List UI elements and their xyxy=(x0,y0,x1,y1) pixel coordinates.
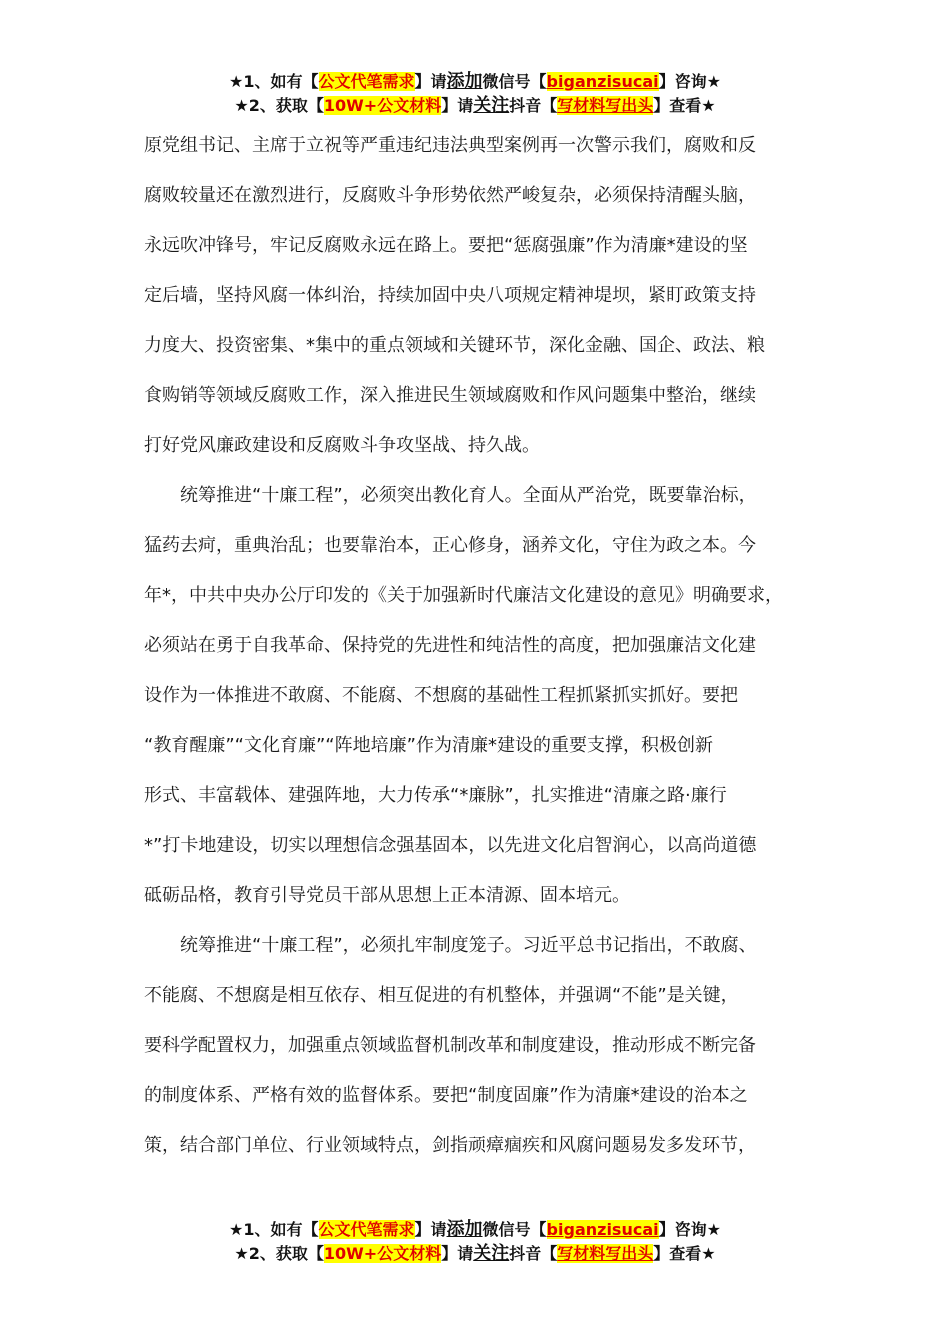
body-line: 原党组书记、主席于立祝等严重违纪违法典型案例再一次警示我们，腐败和反 xyxy=(144,135,756,156)
douyin-account-link[interactable]: 写材料写出头 xyxy=(557,1244,654,1263)
footer-banner xyxy=(0,1218,950,1266)
body-line: 砥砺品格，教育引导党员干部从思想上正本清源、固本培元。 xyxy=(144,885,630,906)
body-line: 形式、丰富载体、建强阵地，大力传承“*廉脉”，扎实推进“清廉之路·廉行 xyxy=(144,785,727,806)
materials-highlight: 10W+公文材料 xyxy=(323,1244,442,1263)
document-body xyxy=(144,121,824,1171)
footer-line-2 xyxy=(0,1242,950,1266)
body-line: 打好党风廉政建设和反腐败斗争攻坚战、持久战。 xyxy=(144,435,540,456)
body-line: 定后墙，坚持风腐一体纠治，持续加固中央八项规定精神堤坝，紧盯政策支持 xyxy=(144,285,756,306)
footer-line-2-text-2: 抖音【 xyxy=(509,1244,558,1263)
header-line-2 xyxy=(0,94,950,118)
body-line: 不能腐、不想腐是相互依存、相互促进的有机整体，并强调“不能”是关键， xyxy=(144,985,739,1006)
body-line: 统筹推进“十廉工程”，必须扎牢制度笼子。习近平总书记指出，不敢腐、 xyxy=(144,935,757,956)
body-line: 设作为一体推进不敢腐、不能腐、不想腐的基础性工程抓紧抓实抓好。要把 xyxy=(144,685,738,706)
add-emphasis: 添加 xyxy=(446,1219,483,1240)
footer-line-2-suffix: 】查看★ xyxy=(653,1244,716,1263)
body-line: “教育醒廉”“文化育廉”“阵地培廉”作为清廉*建设的重要支撑，积极创新 xyxy=(144,735,713,756)
header-line-2-suffix: 】查看★ xyxy=(653,96,716,115)
header-line-1-prefix: ★1、如有【 xyxy=(229,72,319,91)
body-line: 必须站在勇于自我革命、保持党的先进性和纯洁性的高度，把加强廉洁文化建 xyxy=(144,635,756,656)
body-line: 猛药去疴，重典治乱；也要靠治本，正心修身，涵养文化，守住为政之本。今 xyxy=(144,535,756,556)
header-banner xyxy=(0,70,950,118)
body-line: 食购销等领域反腐败工作，深入推进民生领域腐败和作风问题集中整治，继续 xyxy=(144,385,756,406)
body-line: *”打卡地建设，切实以理想信念强基固本，以先进文化启智润心，以高尚道德 xyxy=(144,835,757,856)
footer-line-1-prefix: ★1、如有【 xyxy=(229,1220,319,1239)
body-line: 统筹推进“十廉工程”，必须突出教化育人。全面从严治党，既要靠治标， xyxy=(144,485,757,506)
add-emphasis: 添加 xyxy=(446,71,483,92)
footer-line-2-text: 】请 xyxy=(441,1244,474,1263)
wechat-id-link[interactable]: biganzisucai xyxy=(546,1220,659,1239)
footer-line-1-text-2: 微信号【 xyxy=(482,1220,547,1239)
materials-highlight: 10W+公文材料 xyxy=(323,96,442,115)
body-line: 腐败较量还在激烈进行，反腐败斗争形势依然严峻复杂，必须保持清醒头脑， xyxy=(144,185,756,206)
body-line: 年*，中共中央办公厅印发的《关于加强新时代廉洁文化建设的意见》明确要求， xyxy=(144,585,783,606)
service-highlight: 公文代笔需求 xyxy=(318,1220,415,1239)
footer-line-1-text: 】请 xyxy=(414,1220,447,1239)
header-line-1-text: 】请 xyxy=(414,72,447,91)
header-line-2-text-2: 抖音【 xyxy=(509,96,558,115)
footer-line-1-suffix: 】咨询★ xyxy=(658,1220,721,1239)
body-line: 的制度体系、严格有效的监督体系。要把“制度固廉”作为清廉*建设的治本之 xyxy=(144,1085,748,1106)
service-highlight: 公文代笔需求 xyxy=(318,72,415,91)
wechat-id-link[interactable]: biganzisucai xyxy=(546,72,659,91)
body-line: 要科学配置权力，加强重点领域监督机制改革和制度建设，推动形成不断完备 xyxy=(144,1035,756,1056)
follow-emphasis: 关注 xyxy=(473,1243,510,1264)
douyin-account-link[interactable]: 写材料写出头 xyxy=(557,96,654,115)
header-line-2-text: 】请 xyxy=(441,96,474,115)
header-line-1-text-2: 微信号【 xyxy=(482,72,547,91)
body-line: 永远吹冲锋号，牢记反腐败永远在路上。要把“惩腐强廉”作为清廉*建设的坚 xyxy=(144,235,748,256)
follow-emphasis: 关注 xyxy=(473,95,510,116)
header-line-2-prefix: ★2、获取【 xyxy=(234,96,324,115)
header-line-1-suffix: 】咨询★ xyxy=(658,72,721,91)
footer-line-1 xyxy=(0,1218,950,1242)
body-line: 策，结合部门单位、行业领域特点，剑指顽瘴痼疾和风腐问题易发多发环节， xyxy=(144,1135,756,1156)
body-line: 力度大、投资密集、*集中的重点领域和关键环节，深化金融、国企、政法、粮 xyxy=(144,335,765,356)
header-line-1 xyxy=(0,70,950,94)
footer-line-2-prefix: ★2、获取【 xyxy=(234,1244,324,1263)
